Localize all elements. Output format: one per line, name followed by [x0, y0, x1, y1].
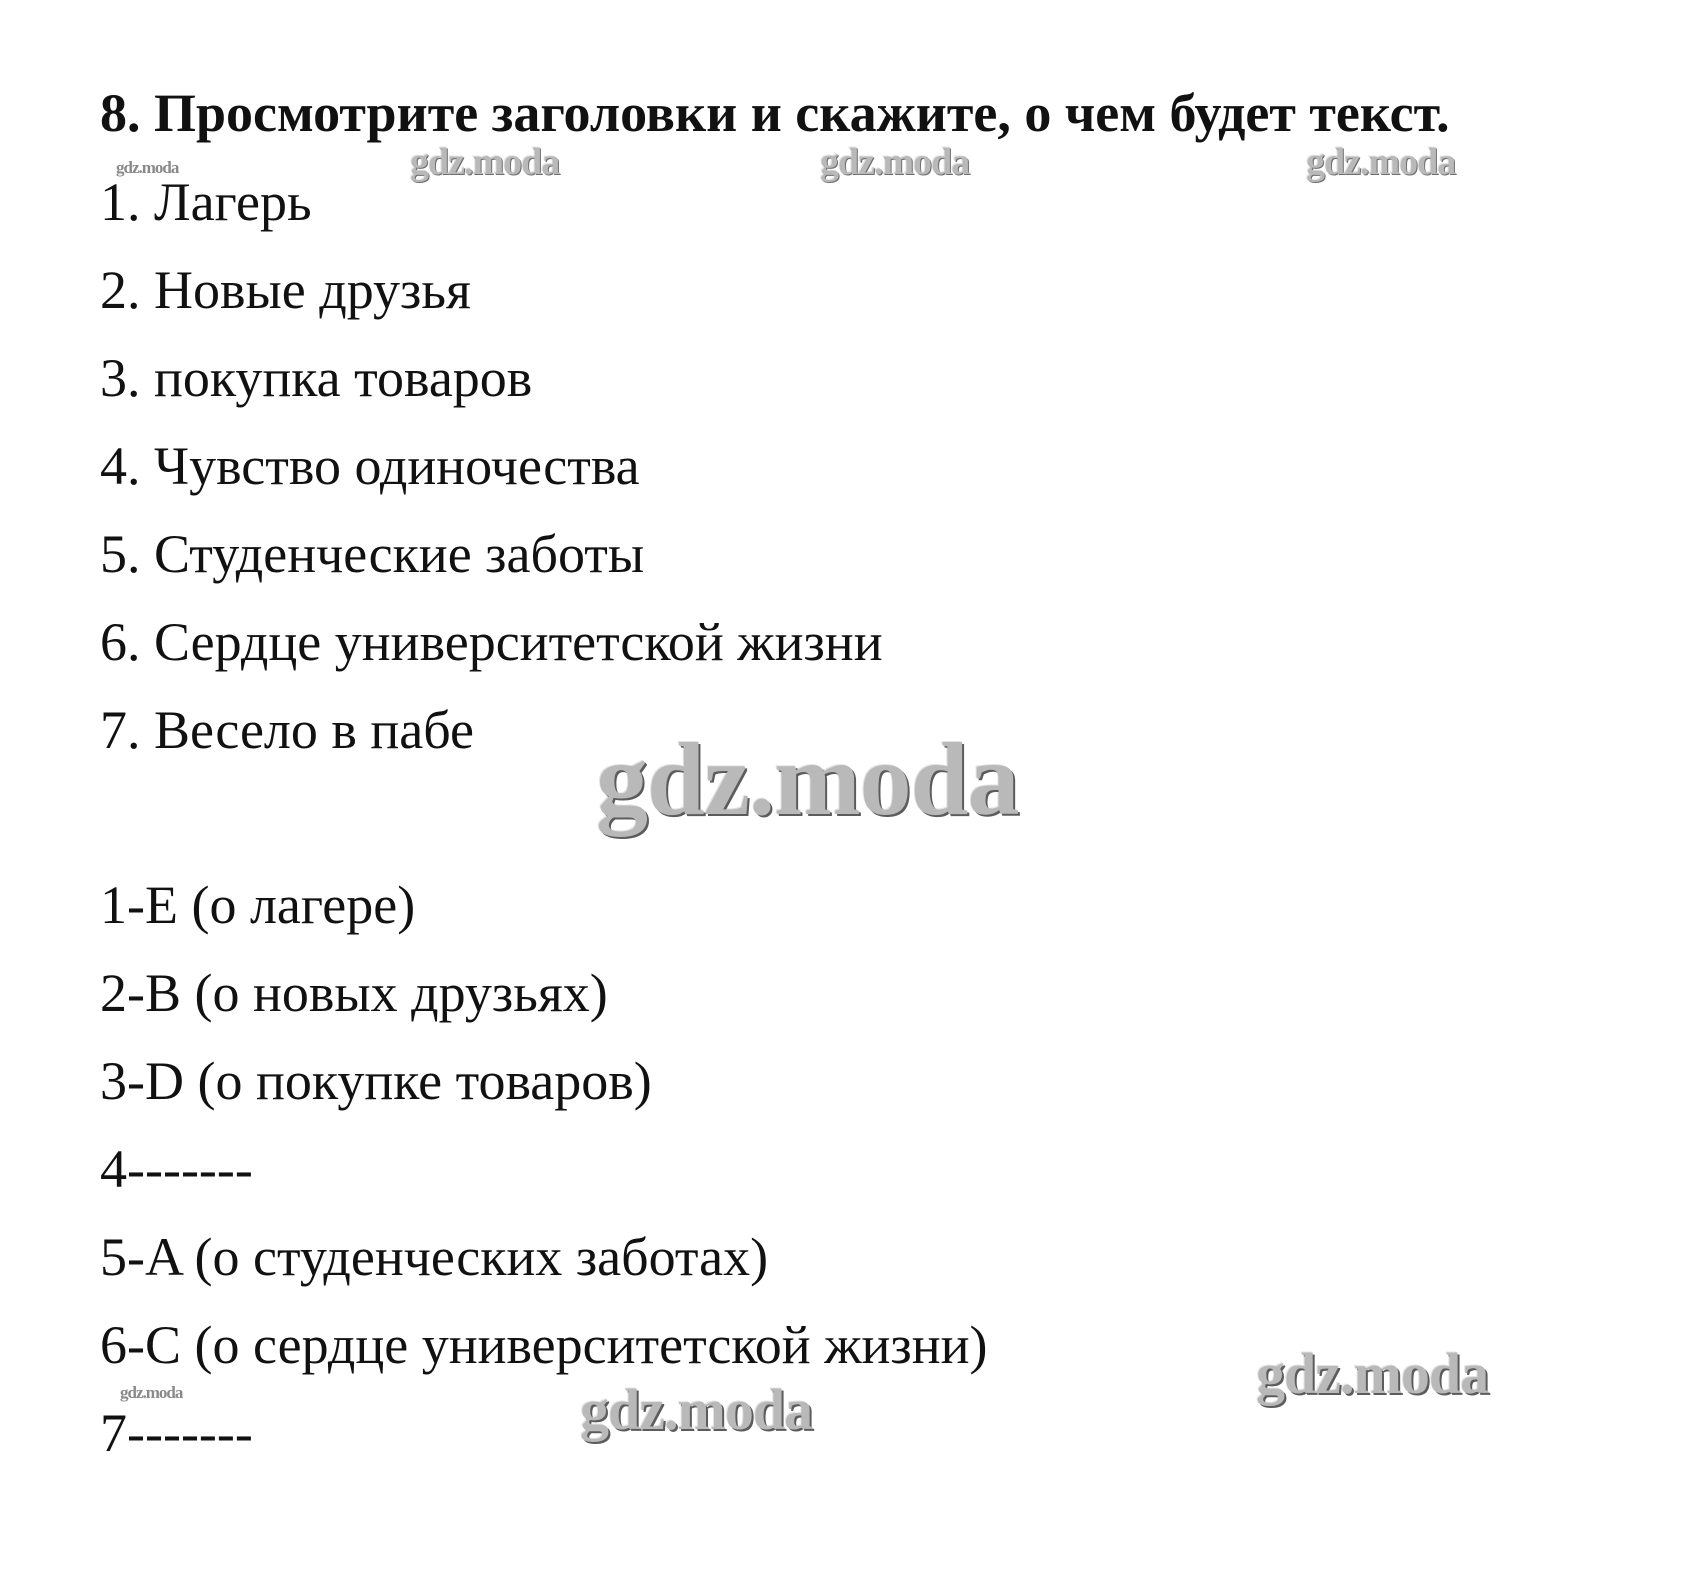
watermark: gdz.moda: [410, 141, 560, 183]
answer-item-5: 5-A (о студенческих заботах): [100, 1227, 769, 1287]
answer-item-1: 1-E (о лагере): [100, 875, 416, 935]
headline-item-6: 6. Сердце университетской жизни: [100, 612, 883, 672]
answer-item-7: 7-------: [100, 1403, 253, 1463]
answer-item-3: 3-D (о покупке товаров): [100, 1051, 652, 1111]
watermark: gdz.moda: [580, 1377, 813, 1442]
headline-item-3: 3. покупка товаров: [100, 348, 533, 408]
headline-item-1: 1. Лагерь: [100, 172, 312, 232]
watermark: gdz.moda: [1306, 141, 1456, 183]
answer-item-6: 6-C (о сердце университетской жизни): [100, 1315, 988, 1375]
watermark: gdz.moda: [120, 1383, 183, 1402]
exercise-heading: 8. Просмотрите заголовки и скажите, о чем будет текст.: [100, 83, 1450, 143]
headline-item-4: 4. Чувство одиночества: [100, 436, 640, 496]
headline-item-5: 5. Студенческие заботы: [100, 524, 645, 584]
answer-item-2: 2-B (о новых друзьях): [100, 963, 608, 1023]
watermark: gdz.moda: [1256, 1341, 1489, 1406]
headline-item-2: 2. Новые друзья: [100, 260, 471, 320]
watermark: gdz.moda: [820, 141, 970, 183]
headline-item-7: 7. Весело в пабе: [100, 700, 474, 760]
watermark: gdz.moda: [596, 722, 1019, 837]
answer-item-4: 4-------: [100, 1139, 253, 1199]
watermark: gdz.moda: [116, 158, 179, 177]
